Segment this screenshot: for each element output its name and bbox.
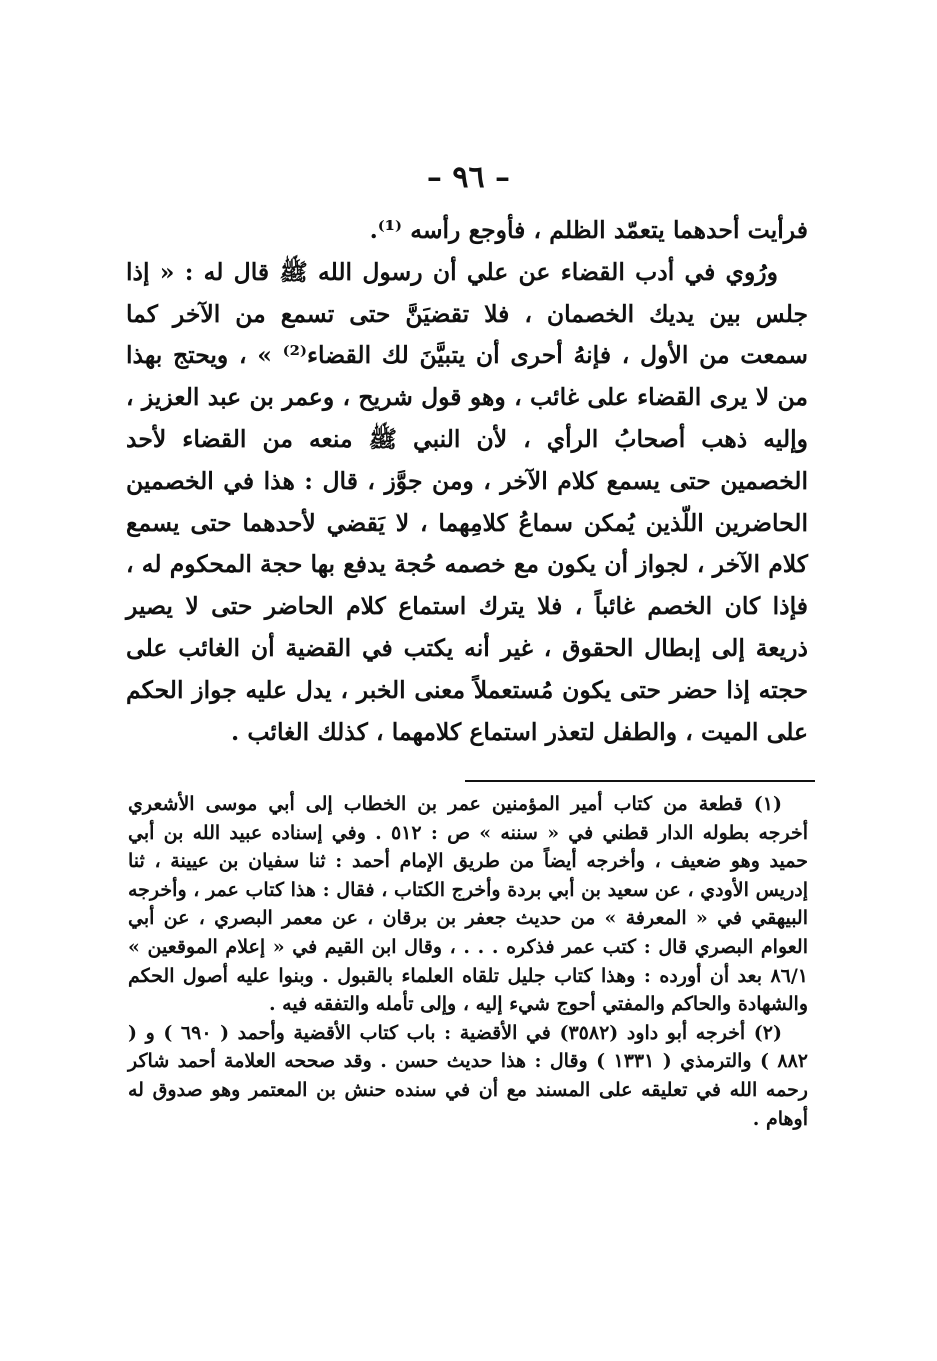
main-paragraph-1: فرأيت أحدهما يتعمّد الظلم ، فأوجع رأسه ⁽¹⁾. (369, 216, 808, 244)
footnotes (128, 790, 808, 1133)
main-text (126, 210, 808, 753)
footnote-2: (٢) أخرجه أبو داود (٣٥٨٢) في الأقضية : باب كتاب الأقضية وأحمد ( ٦٩٠ ) و ( ٨٨٢ ) والترمذي ( ١٣٣١ ) وقال : هذا حديث حسن . وقد صححه العلامة أحمد شاكر رحمه الله في تعليقه على المسند مع أن في سنده حنش بن المعتمر وهو صدوق له أوهام . (128, 1021, 808, 1130)
footnote-divider (465, 780, 815, 782)
footnote-1: (١) قطعة من كتاب أمير المؤمنين عمر بن الخطاب إلى أبي موسى الأشعري أخرجه بطوله الدار قطني في « سننه » ص : ٥١٢ . وفي إسناده عبيد الله بن أبي حميد وهو ضعيف ، وأخرجه أيضاً من طريق الإمام أحمد : ثنا سفيان بن عيينة ، ثنا إدريس الأودي ، عن سعيد بن أبي بردة وأخرج الكتاب ، فقال : هذا كتاب عمر ، وأخرجه البيهقي في « المعرفة » من حديث جعفر بن برقان ، عن معمر البصري ، عن أبي العوام البصري قال : كتب عمر فذكره . . . ، وقال ابن القيم في « إعلام الموقعين » ٨٦/١ بعد أن أورده : وهذا كتاب جليل تلقاه العلماء بالقبول . وبنوا عليه أصول الحكم والشهادة والحاكم والمفتي أحوج شيء إليه ، وإلى تأمله والتفقه فيه . (128, 793, 808, 1016)
page-number: – ٩٦ – (426, 160, 511, 195)
main-paragraph-2: ورُوي في أدب القضاء عن علي أن رسول الله ﷺ قال له : « إذا جلس بين يديك الخصمان ، فلا تقضيَنَّ حتى تسمع من الآخر كما سمعت من الأول ، فإنهُ أحرى أن يتبيَّنَ لك القضاء⁽²⁾ » ، ويحتج بهذا من لا يرى القضاء على غائب ، وهو قول شريح ، وعمر بن عبد العزيز ، وإليه ذهب أصحابُ الرأي ، لأن النبي ﷺ منعه من القضاء لأحد الخصمين حتى يسمع كلام الآخر ، ومن جوَّز ، قال : هذا في الخصمين الحاضرين اللّذين يُمكن سماعُ كلامِهما ، لا يَقضي لأحدهما حتى يسمع كلام الآخر ، لجواز أن يكون مع خصمه حُجة يدفع بها حجة المحكوم له ، فإذا كان الخصم غائباً ، فلا يترك استماع كلام الحاضر حتى لا يصير ذريعة إلى إبطال الحقوق ، غير أنه يكتب في القضية أن الغائب على حجته إذا حضر حتى يكون مُستعملاً معنى الخبر ، يدل عليه جواز الحكم على الميت ، والطفل لتعذر استماع كلامهما ، كذلك الغائب . (126, 257, 808, 746)
